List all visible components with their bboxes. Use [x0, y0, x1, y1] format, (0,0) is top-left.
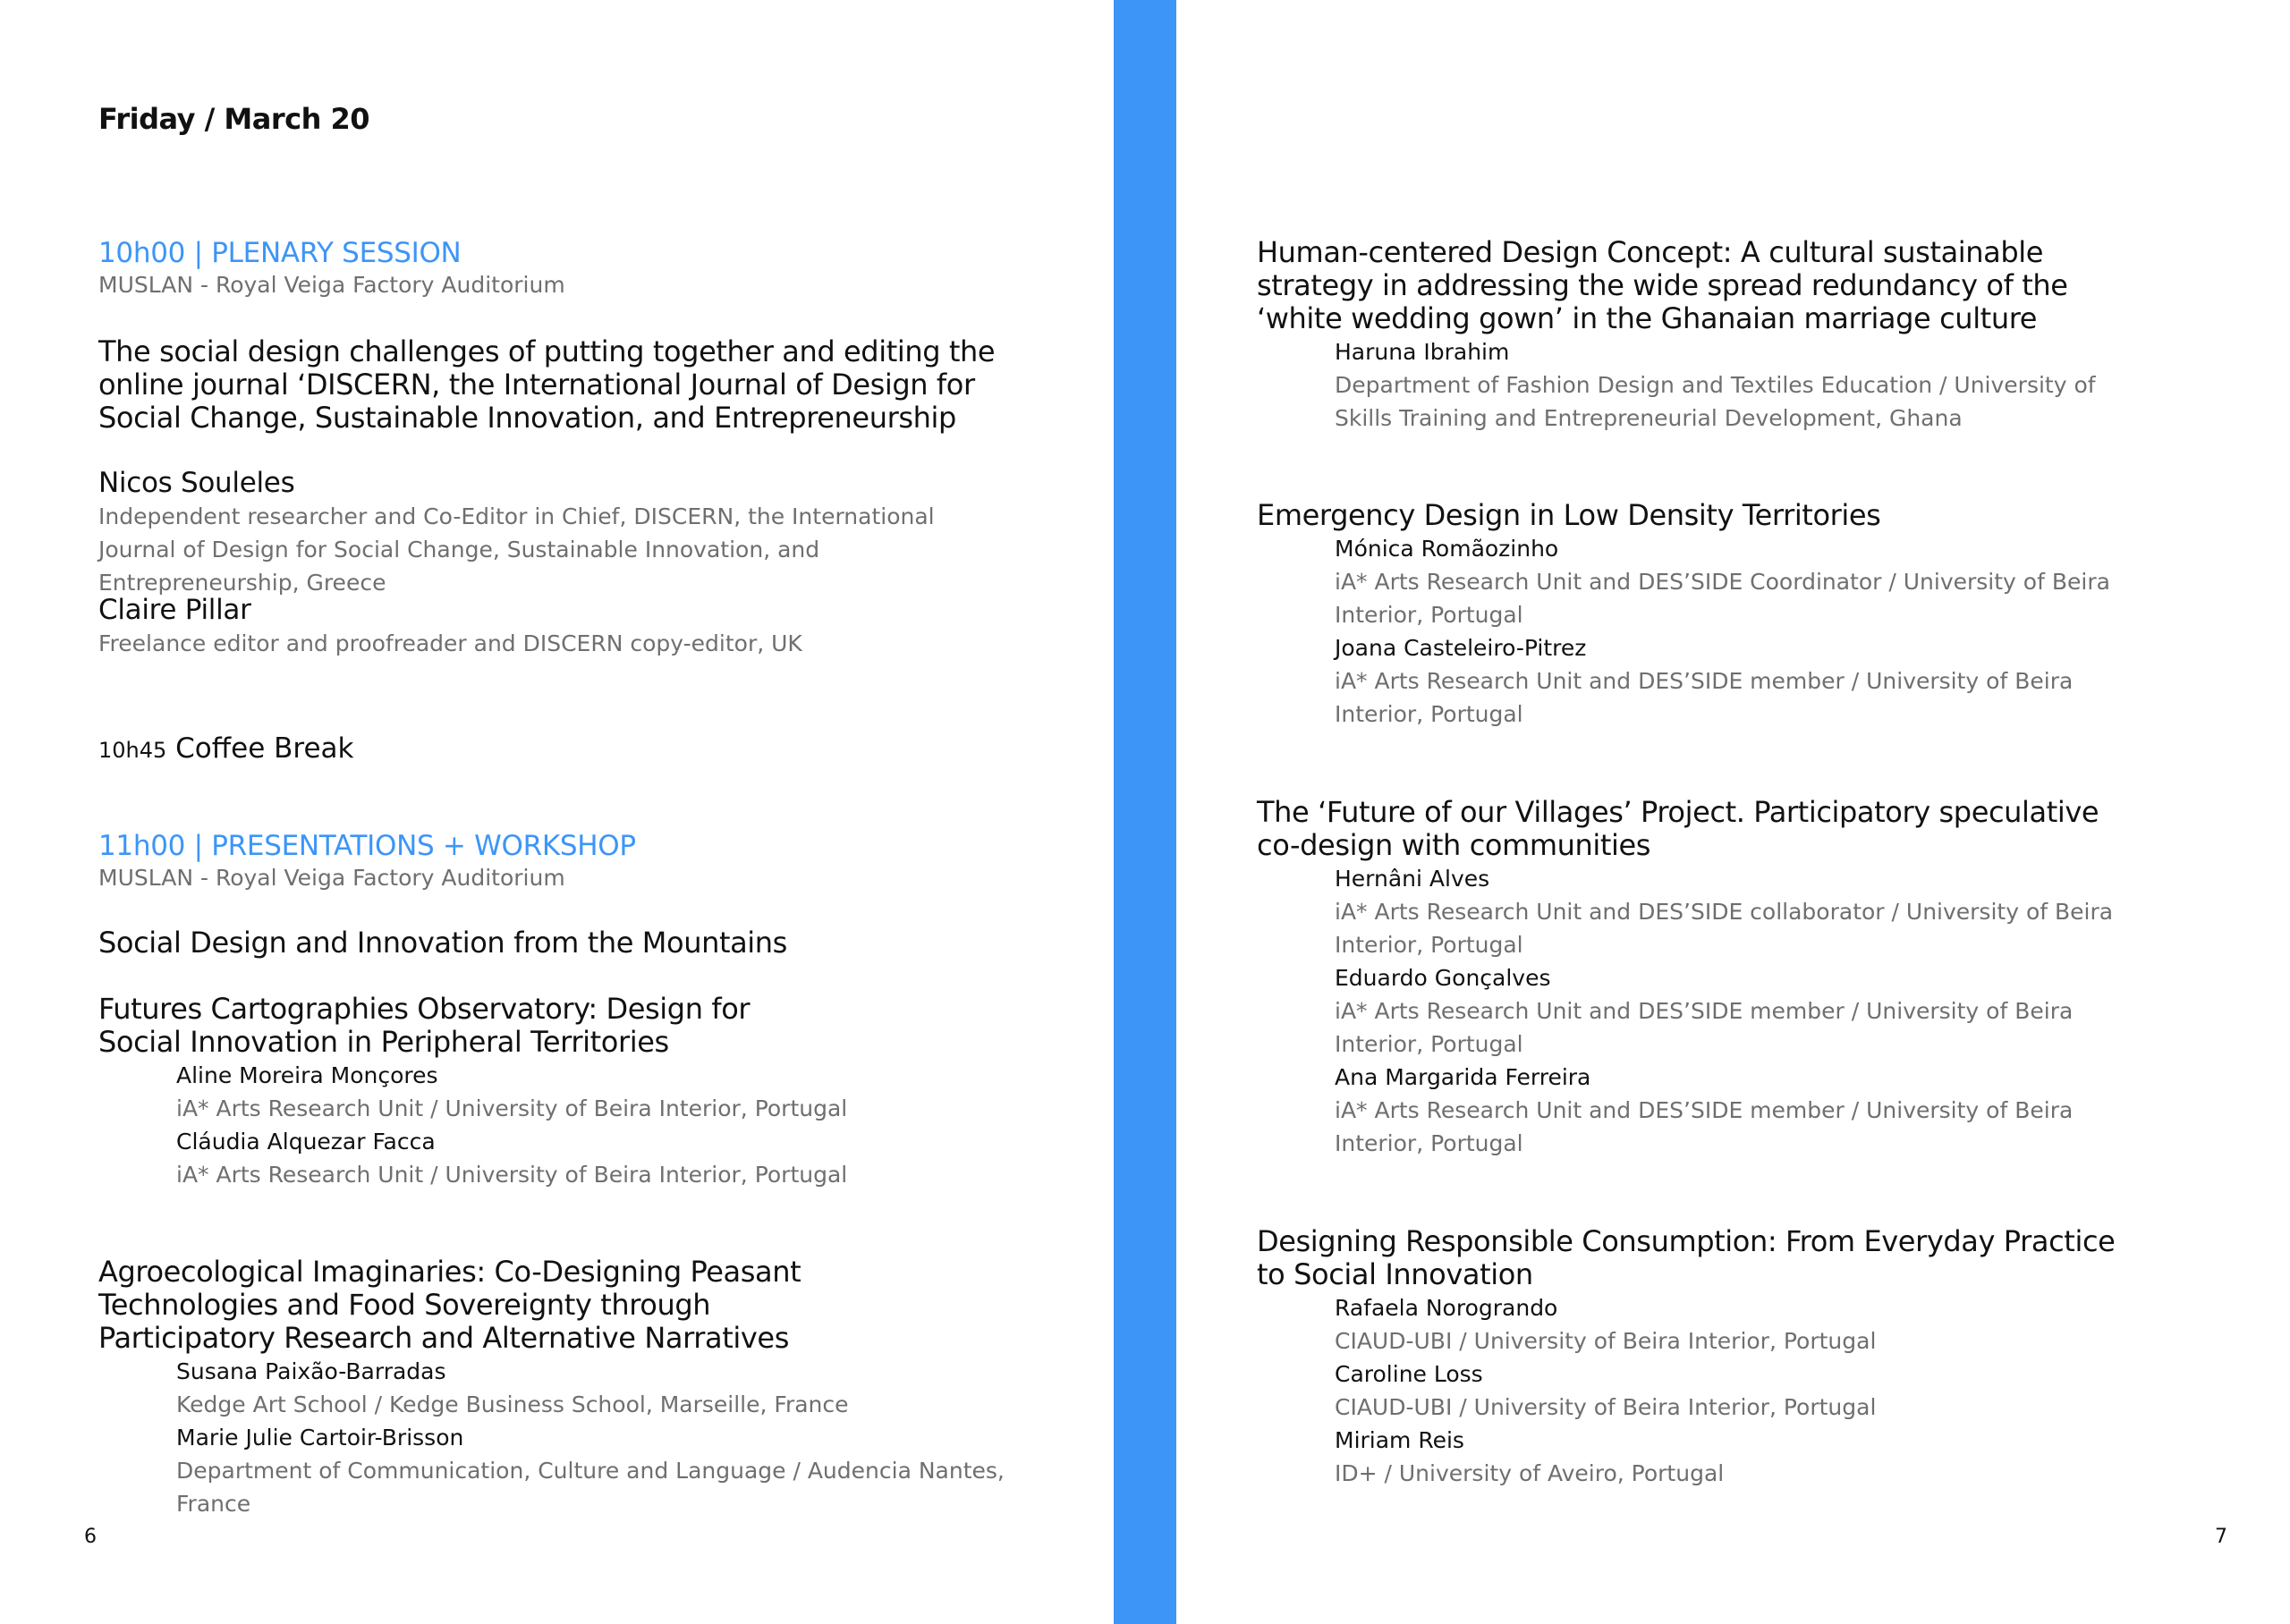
presenter-affiliation: Interior, Portugal — [1335, 701, 1523, 727]
presenter-affiliation: iA* Arts Research Unit / University of Beira Interior, Portugal — [176, 1162, 848, 1188]
presenter-list — [1335, 532, 2110, 731]
talk-block — [98, 1256, 1005, 1520]
talk-block — [98, 335, 995, 435]
coffee-break — [98, 732, 353, 767]
presenter-affiliation: Interior, Portugal — [1335, 932, 1523, 958]
presenter-list — [1335, 1291, 2115, 1490]
talk-title-line: The social design challenges of putting together and editing the — [98, 334, 996, 368]
talk-block — [98, 993, 847, 1191]
coffee-break-label: Coffee Break — [175, 732, 354, 765]
talk-title-line: Agroecological Imaginaries: Co-Designing Peasant — [98, 1255, 802, 1289]
presenter-list — [1335, 335, 2096, 435]
session-venue: MUSLAN - Royal Veiga Factory Auditorium — [98, 272, 565, 298]
talk-title-line: online journal ‘DISCERN, the International Journal of Design for — [98, 368, 975, 402]
talk-title-line: ‘white wedding gown’ in the Ghanaian marriage culture — [1257, 301, 2038, 335]
presenter-list — [176, 1355, 1005, 1520]
talk-title-line: Futures Cartographies Observatory: Design for — [98, 992, 751, 1026]
presenter-list — [1335, 862, 2113, 1160]
presenter-affiliation: ID+ / University of Aveiro, Portugal — [1335, 1460, 1725, 1486]
plenary-session-block — [98, 236, 565, 300]
presenter-name: Ana Margarida Ferreira — [1335, 1064, 1591, 1090]
presenter-affiliation: CIAUD-UBI / University of Beira Interior, Portugal — [1335, 1394, 1877, 1420]
speakers-block — [98, 467, 935, 660]
presenter-affiliation: Interior, Portugal — [1335, 602, 1523, 628]
talk-title-line: strategy in addressing the wide spread redundancy of the — [1257, 268, 2068, 302]
presenter-affiliation: CIAUD-UBI / University of Beira Interior, Portugal — [1335, 1328, 1877, 1354]
presenter-name: Susana Paixão-Barradas — [176, 1358, 446, 1384]
talk-title-line: Social Innovation in Peripheral Territories — [98, 1025, 669, 1059]
presenter-name: Rafaela Norogrando — [1335, 1295, 1558, 1321]
speaker-affiliation: Journal of Design for Social Change, Sustainable Innovation, and — [98, 537, 820, 562]
right-page — [1176, 0, 2290, 1624]
presenter-affiliation: Department of Fashion Design and Textiles Education / University of — [1335, 372, 2096, 398]
presenter-affiliation: Department of Communication, Culture and Language / Audencia Nantes, — [176, 1458, 1005, 1484]
presenter-name: Marie Julie Cartoir-Brisson — [176, 1425, 464, 1451]
talk-block — [1257, 796, 2113, 1160]
speaker-affiliation: Freelance editor and proofreader and DISCERN copy-editor, UK — [98, 630, 802, 656]
presenter-name: Eduardo Gonçalves — [1335, 965, 1551, 991]
talk-title-line: co-design with communities — [1257, 828, 1651, 862]
talk-title-line: Participatory Research and Alternative Narratives — [98, 1321, 789, 1355]
talk-title-line: The ‘Future of our Villages’ Project. Participatory speculative — [1257, 795, 2099, 829]
presenter-affiliation: iA* Arts Research Unit and DES’SIDE collaborator / University of Beira — [1335, 899, 2114, 925]
talk-block — [1257, 499, 2110, 731]
presenter-affiliation: Interior, Portugal — [1335, 1031, 1523, 1057]
talk-block — [98, 926, 787, 960]
talk-title: Emergency Design in Low Density Territories — [1257, 498, 1881, 532]
presenter-affiliation: iA* Arts Research Unit and DES’SIDE member / University of Beira — [1335, 668, 2074, 694]
presenter-affiliation: Interior, Portugal — [1335, 1130, 1523, 1156]
presenter-affiliation: Kedge Art School / Kedge Business School, Marseille, France — [176, 1391, 849, 1417]
center-spine-bar — [1114, 0, 1176, 1624]
session-heading: 10h00 | PLENARY SESSION — [98, 237, 462, 269]
talk-title-line: Social Change, Sustainable Innovation, and Entrepreneurship — [98, 401, 956, 435]
presenter-name: Caroline Loss — [1335, 1361, 1483, 1387]
page-number: 7 — [2215, 1526, 2227, 1548]
presenter-name: Haruna Ibrahim — [1335, 339, 1510, 365]
talk-title-line: to Social Innovation — [1257, 1257, 1533, 1291]
presenter-list — [176, 1059, 847, 1191]
presenter-affiliation: iA* Arts Research Unit and DES’SIDE Coordinator / University of Beira — [1335, 569, 2110, 595]
presentations-session-block — [98, 829, 636, 893]
talk-block — [1257, 1225, 2115, 1490]
session-heading: 11h00 | PRESENTATIONS + WORKSHOP — [98, 830, 636, 862]
speaker-name: Claire Pillar — [98, 594, 251, 626]
presenter-name: Cláudia Alquezar Facca — [176, 1129, 436, 1155]
presenter-affiliation: iA* Arts Research Unit and DES’SIDE member / University of Beira — [1335, 1097, 2074, 1123]
talk-title: Social Design and Innovation from the Mountains — [98, 926, 787, 960]
speaker-affiliation: Entrepreneurship, Greece — [98, 570, 386, 596]
talk-block — [1257, 236, 2096, 435]
session-venue: MUSLAN - Royal Veiga Factory Auditorium — [98, 865, 565, 891]
presenter-affiliation: France — [176, 1491, 251, 1517]
speaker-affiliation: Independent researcher and Co-Editor in Chief, DISCERN, the International — [98, 503, 935, 529]
presenter-name: Miriam Reis — [1335, 1427, 1464, 1453]
talk-title-line: Designing Responsible Consumption: From Everyday Practice — [1257, 1224, 2116, 1258]
talk-title-line: Technologies and Food Sovereignty through — [98, 1288, 711, 1322]
presenter-name: Hernâni Alves — [1335, 866, 1490, 892]
left-page — [0, 0, 1114, 1624]
presenter-name: Aline Moreira Monçores — [176, 1062, 438, 1088]
presenter-name: Mónica Romãozinho — [1335, 536, 1559, 562]
presenter-name: Joana Casteleiro-Pitrez — [1335, 635, 1587, 661]
presenter-affiliation: iA* Arts Research Unit / University of Beira Interior, Portugal — [176, 1095, 848, 1121]
talk-title-line: Human-centered Design Concept: A cultural sustainable — [1257, 235, 2044, 269]
coffee-break-time: 10h45 — [98, 738, 167, 763]
speaker-name: Nicos Souleles — [98, 467, 295, 499]
presenter-affiliation: Skills Training and Entrepreneurial Development, Ghana — [1335, 405, 1963, 431]
page-number: 6 — [84, 1526, 97, 1548]
presenter-affiliation: iA* Arts Research Unit and DES’SIDE member / University of Beira — [1335, 998, 2074, 1024]
day-heading: Friday / March 20 — [98, 102, 370, 136]
